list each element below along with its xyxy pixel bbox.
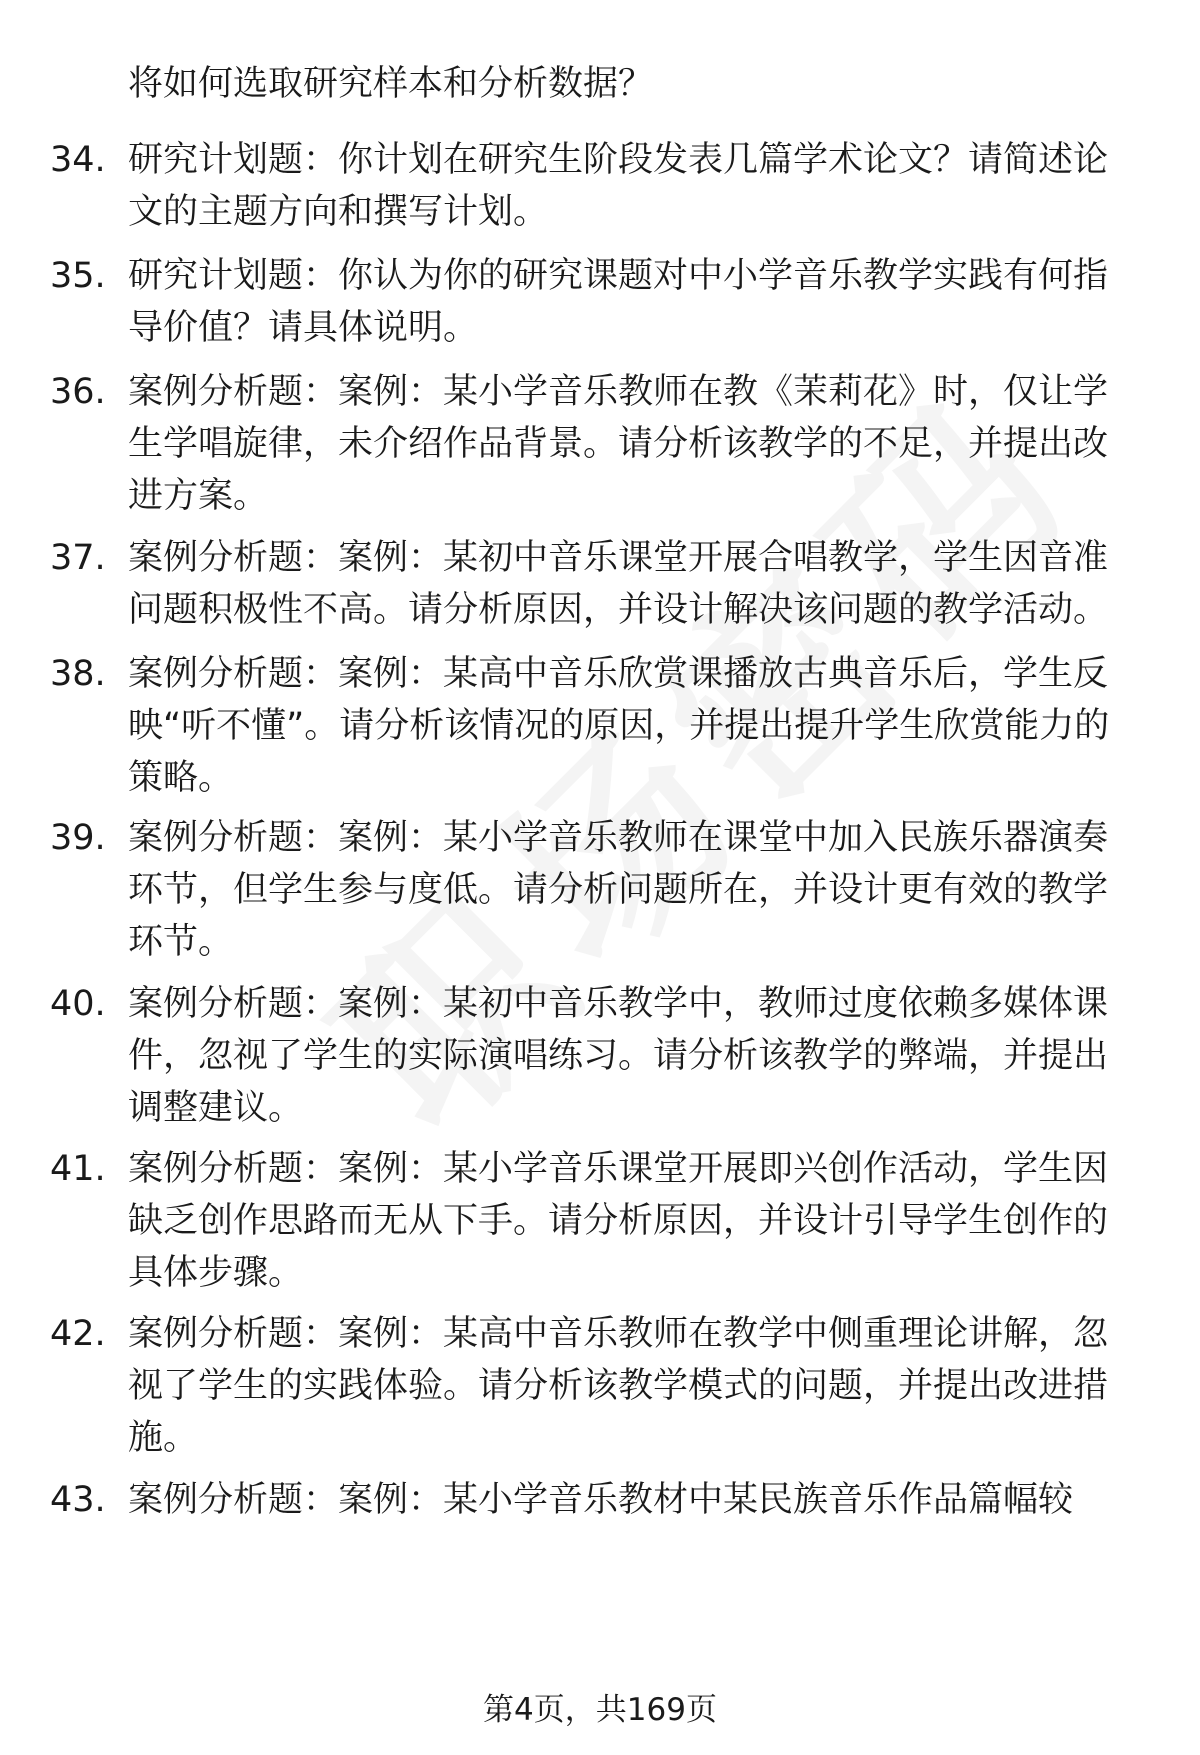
question-number: 35. <box>50 256 106 296</box>
question-item <box>50 648 1140 804</box>
question-item <box>50 250 1140 354</box>
page-footer: 第4页，共169页 <box>483 1692 717 1728</box>
question-number: 41. <box>50 1149 106 1189</box>
question-text: 研究计划题：你认为你的研究课题对中小学音乐教学实践有何指导价值？请具体说明。 <box>128 256 1109 348</box>
question-item <box>50 812 1140 968</box>
question-number: 40. <box>50 984 106 1024</box>
question-text: 案例分析题：案例：某高中音乐欣赏课播放古典音乐后，学生反映“听不懂”。请分析该情况的原因，并提出提升学生欣赏能力的策略。 <box>128 654 1110 798</box>
question-text: 案例分析题：案例：某小学音乐教师在教《茉莉花》时，仅让学生学唱旋律，未介绍作品背景。请分析该教学的不足，并提出改进方案。 <box>128 372 1109 516</box>
question-number: 34. <box>50 140 106 180</box>
question-number: 38. <box>50 654 106 694</box>
question-number: 36. <box>50 372 106 412</box>
question-number: 39. <box>50 818 106 858</box>
question-item <box>50 366 1140 522</box>
continuation-text: 将如何选取研究样本和分析数据？ <box>128 64 654 104</box>
question-text: 案例分析题：案例：某小学音乐课堂开展即兴创作活动，学生因缺乏创作思路而无从下手。请分析原因，并设计引导学生创作的具体步骤。 <box>128 1149 1109 1293</box>
question-text: 案例分析题：案例：某高中音乐教师在教学中侧重理论讲解，忽视了学生的实践体验。请分析该教学模式的问题，并提出改进措施。 <box>128 1314 1109 1458</box>
question-number: 43. <box>50 1480 106 1520</box>
question-text: 案例分析题：案例：某小学音乐教材中某民族音乐作品篇幅较 <box>128 1480 1074 1520</box>
question-item <box>50 1308 1140 1464</box>
question-item <box>50 978 1140 1134</box>
question-item <box>50 1143 1140 1299</box>
question-number: 37. <box>50 538 106 578</box>
question-item <box>50 1474 1140 1526</box>
question-item <box>50 134 1140 238</box>
question-text: 研究计划题：你计划在研究生阶段发表几篇学术论文？请简述论文的主题方向和撰写计划。 <box>128 140 1109 232</box>
question-text: 案例分析题：案例：某小学音乐教师在课堂中加入民族乐器演奏环节，但学生参与度低。请分析问题所在，并设计更有效的教学环节。 <box>128 818 1109 962</box>
question-item <box>50 532 1140 636</box>
question-text: 案例分析题：案例：某初中音乐教学中，教师过度依赖多媒体课件，忽视了学生的实际演唱练习。请分析该教学的弊端，并提出调整建议。 <box>128 984 1109 1128</box>
question-text: 案例分析题：案例：某初中音乐课堂开展合唱教学，学生因音准问题积极性不高。请分析原因，并设计解决该问题的教学活动。 <box>128 538 1109 630</box>
question-number: 42. <box>50 1314 106 1354</box>
